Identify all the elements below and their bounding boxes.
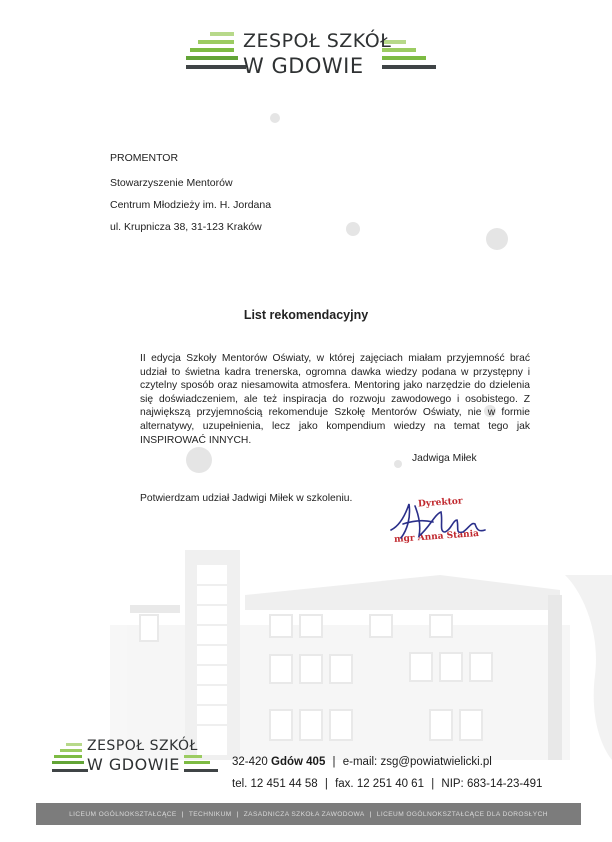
signature-name: Jadwiga Miłek bbox=[412, 453, 477, 464]
letter-body: II edycja Szkoły Mentorów Oświaty, w której zajęciach miałam przyjemność brać udział to świetna kadra trenerska, ogromna dawka wiedzy podana w przystępny i czytelny sposób oraz niesamowita atmosfera. Mentoring jako narzędzie do dzielenia się doświadczeniem, ale też inspiracja do rozwoju zawodowego i osobistego. Z największą przyjemnością rekomenduje Szkołę Mentorów Oświaty, nie w formie alternatywy, uzupełnienia, lecz jako kompendium wiedzy na temat tego jak INSPIROWAĆ INNYCH. bbox=[140, 353, 530, 446]
footer-school-types-strip bbox=[36, 803, 581, 825]
footer-email[interactable]: zsg@powiatwielicki.pl bbox=[380, 756, 492, 768]
logo-title-line2: W GDOWIE bbox=[243, 54, 364, 78]
footer-separator: | bbox=[324, 778, 328, 790]
stamp-role: Dyrektor bbox=[417, 496, 463, 510]
footer-postal: 32-420 bbox=[232, 756, 268, 768]
footer-logo-line2: W GDOWIE bbox=[87, 755, 180, 774]
footer-email-label: e-mail: bbox=[342, 756, 378, 768]
footer-logo-line1: ZESPOŁ SZKÓŁ bbox=[87, 738, 198, 754]
logo-title-line1: ZESPOŁ SZKÓŁ bbox=[243, 30, 392, 52]
school-type: LICEUM OGÓLNOKSZTAŁCĄCE DLA DOROSŁYCH bbox=[376, 810, 548, 818]
strip-separator: | bbox=[236, 810, 239, 818]
strip-separator: | bbox=[181, 810, 184, 818]
school-building-watermark bbox=[0, 535, 612, 760]
recipient-line: ul. Krupnicza 38, 31-123 Kraków bbox=[110, 221, 262, 233]
school-type: ZASADNICZA SZKOŁA ZAWODOWA bbox=[243, 810, 365, 818]
footer-fax: fax. 12 251 40 61 bbox=[335, 778, 424, 790]
speck bbox=[486, 228, 508, 250]
recipient-line: Centrum Młodzieży im. H. Jordana bbox=[110, 199, 272, 211]
school-type: LICEUM OGÓLNOKSZTAŁCĄCE bbox=[69, 810, 177, 818]
stamp-name: mgr Anna Stania bbox=[393, 529, 480, 545]
recipient-line: Stowarzyszenie Mentorów bbox=[110, 177, 233, 189]
footer-separator: | bbox=[332, 756, 336, 768]
footer-nip: NIP: 683-14-23-491 bbox=[441, 778, 543, 790]
footer-separator: | bbox=[431, 778, 435, 790]
footer-phone-line bbox=[232, 778, 542, 790]
footer-city: Gdów 405 bbox=[271, 756, 326, 768]
footer-address-line bbox=[232, 756, 492, 768]
speck bbox=[270, 113, 280, 123]
recipient-line: PROMENTOR bbox=[110, 152, 179, 164]
strip-separator: | bbox=[369, 810, 372, 818]
school-type: TECHNIKUM bbox=[188, 810, 232, 818]
speck bbox=[394, 460, 402, 468]
footer-phone: tel. 12 451 44 58 bbox=[232, 778, 318, 790]
letter-title: List rekomendacyjny bbox=[243, 308, 369, 322]
confirmation-text: Potwierdzam udział Jadwigi Miłek w szkoleniu. bbox=[140, 493, 353, 504]
speck bbox=[186, 447, 212, 473]
speck bbox=[346, 222, 360, 236]
